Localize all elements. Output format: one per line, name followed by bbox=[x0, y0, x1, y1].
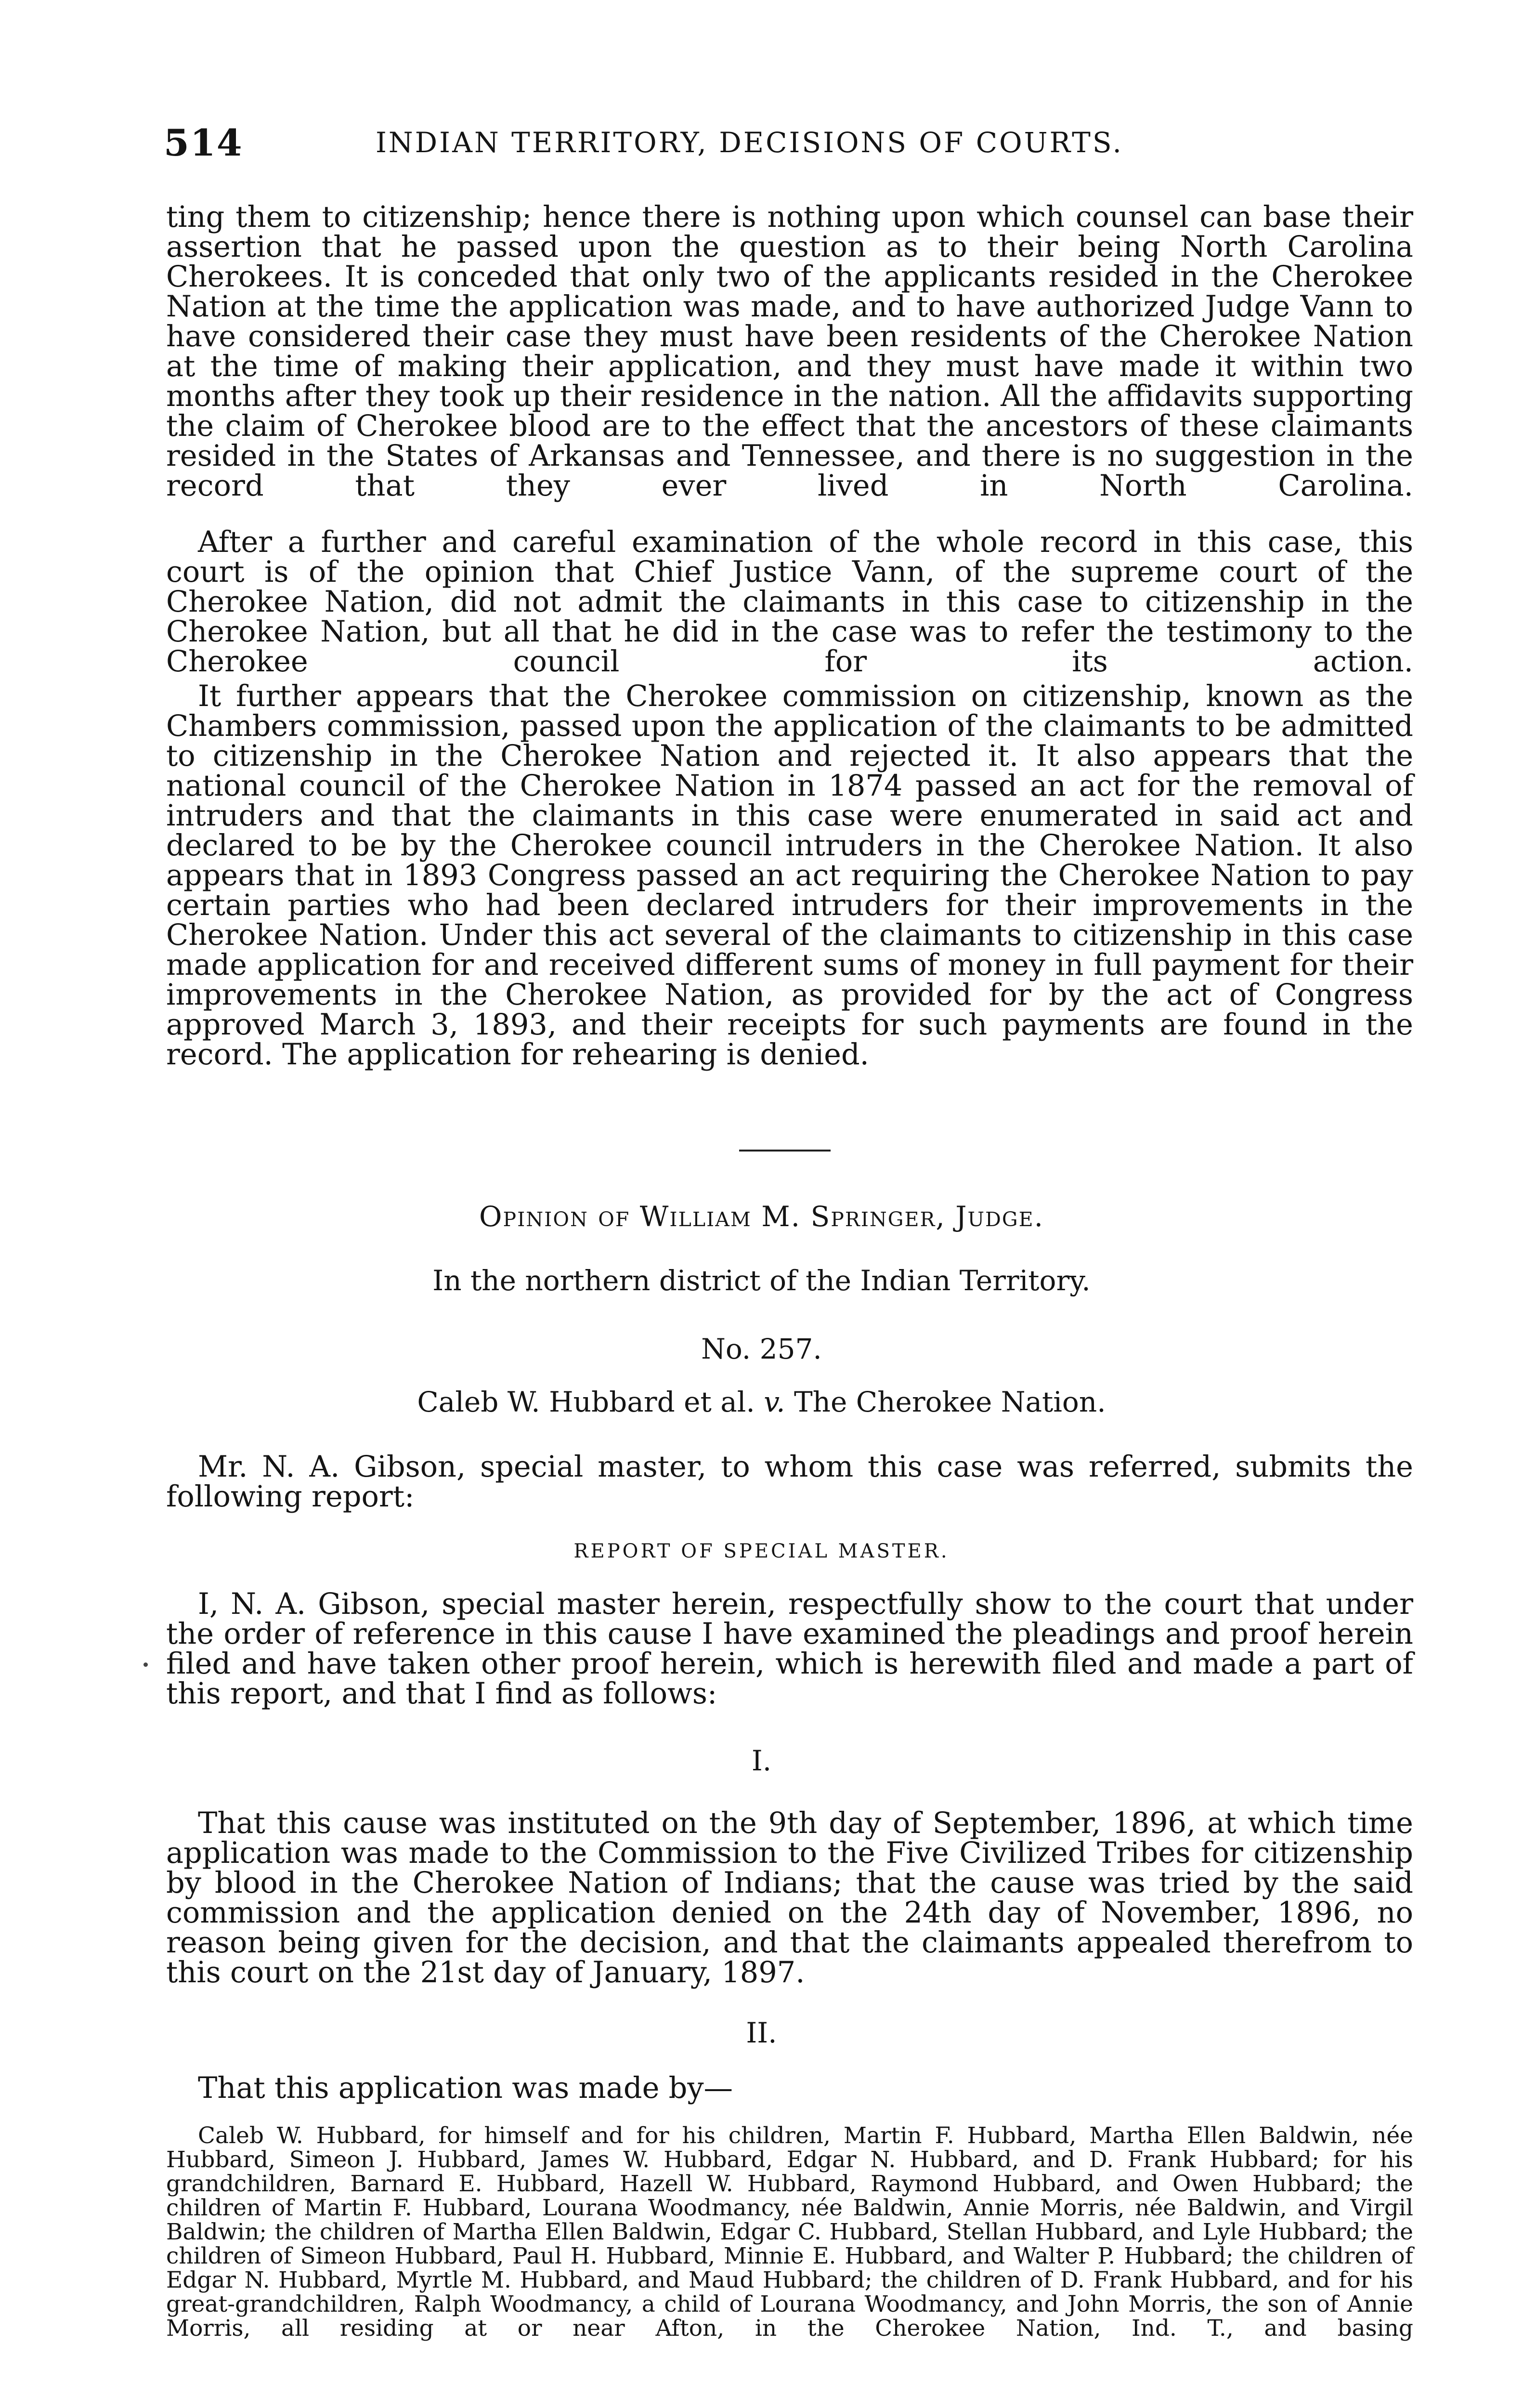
case-plaintiff: Caleb W. Hubbard et al. bbox=[417, 1386, 755, 1418]
court-district: In the northern district of the Indian Territory. bbox=[432, 1264, 1091, 1297]
finding-numeral-2: II. bbox=[746, 2016, 777, 2049]
opinion-heading: Opinion of William M. Springer, Judge. bbox=[479, 1200, 1044, 1233]
case-title bbox=[0, 1387, 1523, 1417]
page-number: 514 bbox=[164, 121, 243, 164]
page-header bbox=[164, 121, 1425, 165]
section-divider-rule bbox=[739, 1150, 831, 1152]
paragraph-chambers-commission: It further appears that the Cherokee commission on citizenship, known as the Chambers commission, passed upon the application of the claimants to be admitted to citizenship in the Cherokee Nation and rejected it. It also appears that the national council of the Cherokee Nation in 1874 passed an act for the removal of intruders and that the claimants in this case were enumerated in said act and declared to be by the Cherokee council intruders in the Cherokee Nation. It also appears that in 1893 Congress passed an act requiring the Cherokee Nation to pay certain parties who had been declared intruders for their improvements in the Cherokee Nation. Under this act several of the claimants to citizenship in this case made application for and received different sums of money in full payment for their improvements in the Cherokee Nation, as provided for by the act of Congress approved March 3, 1893, and their receipts for such payments are found in the record. The application for rehearing is denied. bbox=[166, 680, 1413, 1072]
report-heading: REPORT OF SPECIAL MASTER. bbox=[573, 1540, 950, 1562]
print-speck bbox=[143, 1662, 148, 1667]
running-head: INDIAN TERRITORY, DECISIONS OF COURTS. bbox=[376, 126, 1123, 159]
finding-numeral-1: I. bbox=[751, 1744, 772, 1777]
case-number: No. 257. bbox=[701, 1333, 822, 1365]
applicants-list: Caleb W. Hubbard, for himself and for his children, Martin F. Hubbard, Martha Ellen Baldwin, née Hubbard, Simeon J. Hubbard, James W. Hubbard, Edgar N. Hubbard, and D. Frank Hubbard; for his grandchildren, Barnard E. Hubbard, Hazell W. Hubbard, Raymond Hubbard, and Owen Hubbard; the children of Martin F. Hubbard, Lourana Woodmancy, née Baldwin, Annie Morris, née Baldwin, and Virgil Baldwin; the children of Martha Ellen Baldwin, Edgar C. Hubbard, Stellan Hubbard, and Lyle Hubbard; the children of Simeon Hubbard, Paul H. Hubbard, Minnie E. Hubbard, and Walter P. Hubbard; the children of Edgar N. Hubbard, Myrtle M. Hubbard, and Maud Hubbard; the children of D. Frank Hubbard, and for his great-grandchildren, Ralph Woodmancy, a child of Lourana Woodmancy, and John Morris, the son of Annie Morris, all residing at or near Afton, in the Cherokee Nation, Ind. T., and basing bbox=[166, 2122, 1413, 2342]
finding-2-lead: That this application was made by— bbox=[198, 2071, 733, 2105]
paragraph-continuation: ting them to citizenship; hence there is nothing upon which counsel can base their assertion that he passed upon the question as to their being North Carolina Cherokees. It is conceded that only two of the applicants resided in the Cherokee Nation at the time the application was made, and to have authorized Judge Vann to have considered their case they must have been residents of the Cherokee Nation at the time of making their application, and they must have made it within two months after they took up their residence in the nation. All the affidavits supporting the claim of Cherokee blood are to the effect that the ancestors of these claimants resided in the States of Arkansas and Tennessee, and there is no suggestion in the record that they ever lived in North Carolina. bbox=[166, 200, 1413, 503]
finding-1-text: That this cause was instituted on the 9th day of September, 1896, at which time application was made to the Commission to the Five Civilized Tribes for citizenship by blood in the Cherokee Nation of Indians; that the cause was tried by the said commission and the application denied on the 24th day of November, 1896, no reason being given for the decision, and that the claimants appealed therefrom to this court on the 21st day of January, 1897. bbox=[166, 1806, 1413, 1989]
case-versus: v. bbox=[764, 1386, 785, 1418]
case-defendant: The Cherokee Nation. bbox=[794, 1386, 1106, 1418]
report-intro: Mr. N. A. Gibson, special master, to whom this case was referred, submits the following report: bbox=[166, 1450, 1413, 1514]
paragraph-vann-opinion: After a further and careful examination of the whole record in this case, this court is of the opinion that Chief Justice Vann, of the supreme court of the Cherokee Nation, did not admit the claimants in this case to citizenship in the Cherokee Nation, but all that he did in the case was to refer the testimony to the Cherokee council for its action. bbox=[166, 525, 1413, 679]
report-opening: I, N. A. Gibson, special master herein, respectfully show to the court that under the order of reference in this cause I have examined the pleadings and proof herein filed and have taken other proof herein, which is herewith filed and made a part of this report, and that I find as follows: bbox=[166, 1587, 1413, 1711]
